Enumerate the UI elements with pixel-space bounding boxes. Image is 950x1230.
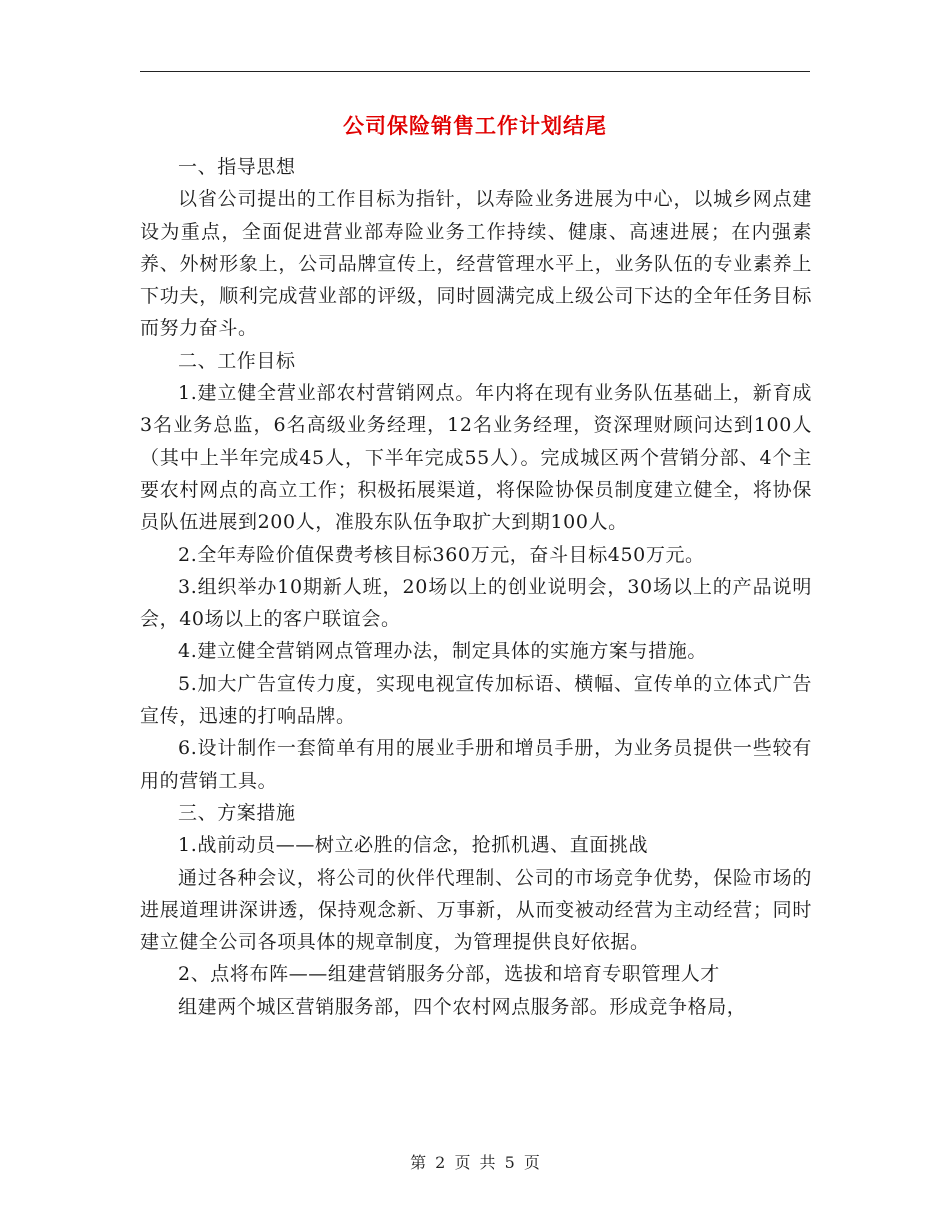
header-rule (140, 71, 810, 72)
section-heading-3: 三、方案措施 (178, 801, 296, 824)
paragraph: 5.加大广告宣传力度，实现电视宣传加标语、横幅、宣传单的立体式广告宣传，迅速的打响品牌。 (140, 672, 812, 728)
paragraph: 2、点将布阵——组建营销服务分部，选拔和培育专职管理人才 (178, 963, 720, 986)
paragraph: 6.设计制作一套简单有用的展业手册和增员手册，为业务员提供一些较有用的营销工具。 (140, 737, 812, 792)
paragraph: 1.建立健全营业部农村营销网点。年内将在现有业务队伍基础上，新育成3名业务总监，6名高级业务经理，12名业务经理，资深理财顾问达到100人（其中上半年完成45人，下半年完成55人）。完成城区两个营销分部、4个主要农村网点的高立工作；积极拓展渠道，将保险协保员制度建立健全，将协保员队伍进展到200人，准股东队伍争取扩大到期100人。 (140, 382, 812, 534)
paragraph: 1.战前动员——树立必胜的信念，抢抓机遇、直面挑战 (178, 834, 649, 857)
paragraph: 以省公司提出的工作目标为指针，以寿险业务进展为中心，以城乡网点建设为重点，全面促进营业部寿险业务工作持续、健康、高速进展；在内强素养、外树形象上，公司品牌宣传上，经营管理水平上，业务队伍的专业素养上下功夫，顺利完成营业部的评级，同时圆满完成上级公司下达的全年任务目标而努力奋斗。 (140, 188, 812, 340)
paragraph: 4.建立健全营销网点管理办法，制定具体的实施方案与措施。 (178, 640, 707, 663)
paragraph: 通过各种会议，将公司的伙伴代理制、公司的市场竞争优势，保险市场的进展道理讲深讲透，保持观念新、万事新，从而变被动经营为主动经营；同时建立健全公司各项具体的规章制度，为管理提供良好依据。 (140, 866, 812, 954)
paragraph: 3.组织举办10期新人班，20场以上的创业说明会，30场以上的产品说明会，40场以上的客户联谊会。 (140, 575, 812, 631)
paragraph: 组建两个城区营销服务部，四个农村网点服务部。形成竞争格局， (178, 995, 747, 1018)
section-heading-1: 一、指导思想 (178, 156, 296, 178)
paragraph: 2.全年寿险价值保费考核目标360万元，奋斗目标450万元。 (178, 543, 705, 566)
document-body (140, 151, 812, 1023)
document-title: 公司保险销售工作计划结尾 (343, 113, 607, 138)
section-heading-2: 二、工作目标 (178, 349, 296, 372)
page-number-footer: 第 2 页 共 5 页 (410, 1153, 540, 1172)
